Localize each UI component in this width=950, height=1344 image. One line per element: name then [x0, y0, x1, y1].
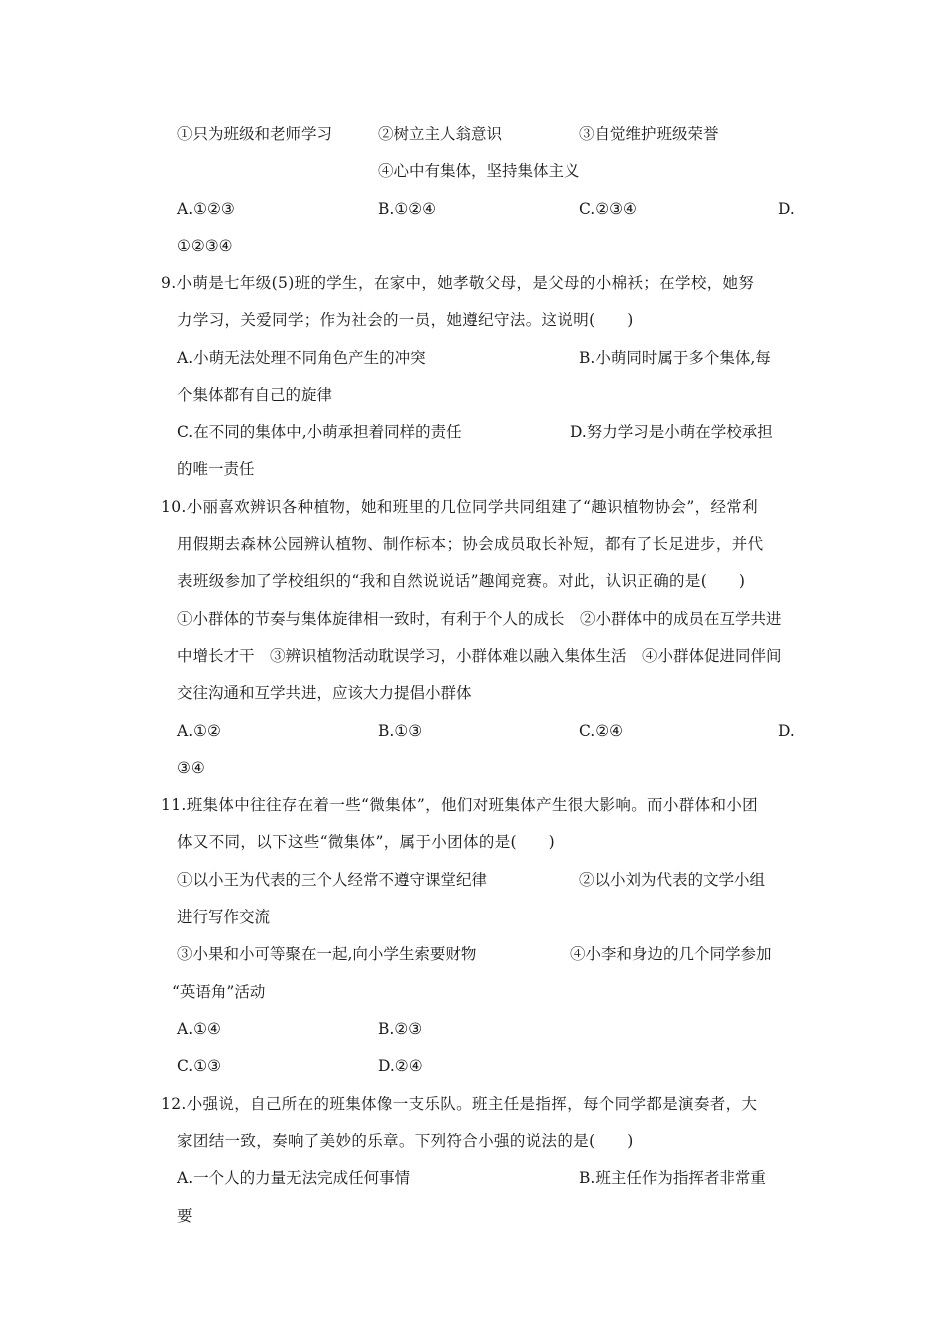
q11-choice-d: D.②④ [378, 1057, 423, 1075]
q10-stem-line-3: 表班级参加了学校组织的“我和自然说说话”趣闻竞赛。对此，认识正确的是( ) [177, 572, 746, 590]
q9-stem-line-1: 9.小萌是七年级(5)班的学生，在家中，她孝敬父母，是父母的小棉袄；在学校，她努 [161, 274, 755, 292]
q11-option-2-cont: 进行写作交流 [177, 908, 271, 926]
q11-choice-c: C.①③ [177, 1057, 222, 1075]
q11-option-4: ④小李和身边的几个同学参加 [570, 945, 772, 963]
q12-stem-line-2: 家团结一致，奏响了美妙的乐章。下列符合小强的说法的是( ) [177, 1132, 634, 1150]
q9-choice-b: B.小萌同时属于多个集体,每 [579, 349, 771, 367]
q10-choice-d-value: ③④ [177, 759, 205, 777]
q11-option-3: ③小果和小可等聚在一起,向小学生索要财物 [177, 945, 477, 963]
q9-stem-line-2: 力学习，关爱同学；作为社会的一员，她遵纪守法。这说明( ) [177, 311, 634, 329]
q9-choice-d: D.努力学习是小萌在学校承担 [570, 423, 773, 441]
q8-option-2: ②树立主人翁意识 [378, 125, 503, 143]
q8-choice-a: A.①②③ [177, 200, 235, 218]
q11-stem-line-1: 11.班集体中往往存在着一些“微集体”，他们对班集体产生很大影响。而小群体和小团 [161, 796, 759, 814]
q8-option-1: ①只为班级和老师学习 [177, 125, 333, 143]
q10-statement-line-2: 中增长才干 ③辨识植物活动耽误学习，小群体难以融入集体生活 ④小群体促进同伴间 [177, 647, 782, 665]
q11-option-1: ①以小王为代表的三个人经常不遵守课堂纪律 [177, 871, 488, 889]
q10-choice-c: C.②④ [579, 722, 624, 740]
q10-choice-a: A.①② [177, 722, 221, 740]
q9-choice-b-cont: 个集体都有自己的旋律 [177, 386, 333, 404]
q11-stem-line-2: 体又不同，以下这些“微集体”，属于小团体的是( ) [177, 833, 556, 851]
q9-choice-d-cont: 的唯一责任 [177, 460, 255, 478]
q8-choice-d-value: ①②③④ [177, 237, 233, 255]
q9-choice-c: C.在不同的集体中,小萌承担着同样的责任 [177, 423, 462, 441]
q8-choice-c: C.②③④ [579, 200, 637, 218]
q12-stem-line-1: 12.小强说，自己所在的班集体像一支乐队。班主任是指挥，每个同学都是演奏者，大 [161, 1095, 758, 1113]
q12-choice-b: B.班主任作为指挥者非常重 [579, 1169, 766, 1187]
q10-choice-d-label: D. [778, 722, 795, 740]
q8-choice-d-label: D. [778, 200, 795, 218]
q11-option-2: ②以小刘为代表的文学小组 [579, 871, 766, 889]
q8-option-4: ④心中有集体，坚持集体主义 [378, 162, 580, 180]
q10-choice-b: B.①③ [378, 722, 423, 740]
q11-choice-b: B.②③ [378, 1020, 423, 1038]
q10-statement-line-1: ①小群体的节奏与集体旋律相一致时，有利于个人的成长 ②小群体中的成员在互学共进 [177, 610, 782, 628]
q11-choice-a: A.①④ [177, 1020, 221, 1038]
q12-choice-b-cont: 要 [177, 1207, 193, 1225]
q12-choice-a: A.一个人的力量无法完成任何事情 [177, 1169, 411, 1187]
q10-statement-line-3: 交往沟通和互学共进，应该大力提倡小群体 [177, 684, 472, 702]
q10-stem-line-1: 10.小丽喜欢辨识各种植物，她和班里的几位同学共同组建了“趣识植物协会”，经常利 [161, 498, 759, 516]
q11-option-4-cont: “英语角”活动 [172, 983, 266, 1001]
q10-stem-line-2: 用假期去森林公园辨认植物、制作标本；协会成员取长补短，都有了长足进步，并代 [177, 535, 764, 553]
q8-choice-b: B.①②④ [378, 200, 437, 218]
q8-option-3: ③自觉维护班级荣誉 [579, 125, 719, 143]
q9-choice-a: A.小萌无法处理不同角色产生的冲突 [177, 349, 426, 367]
